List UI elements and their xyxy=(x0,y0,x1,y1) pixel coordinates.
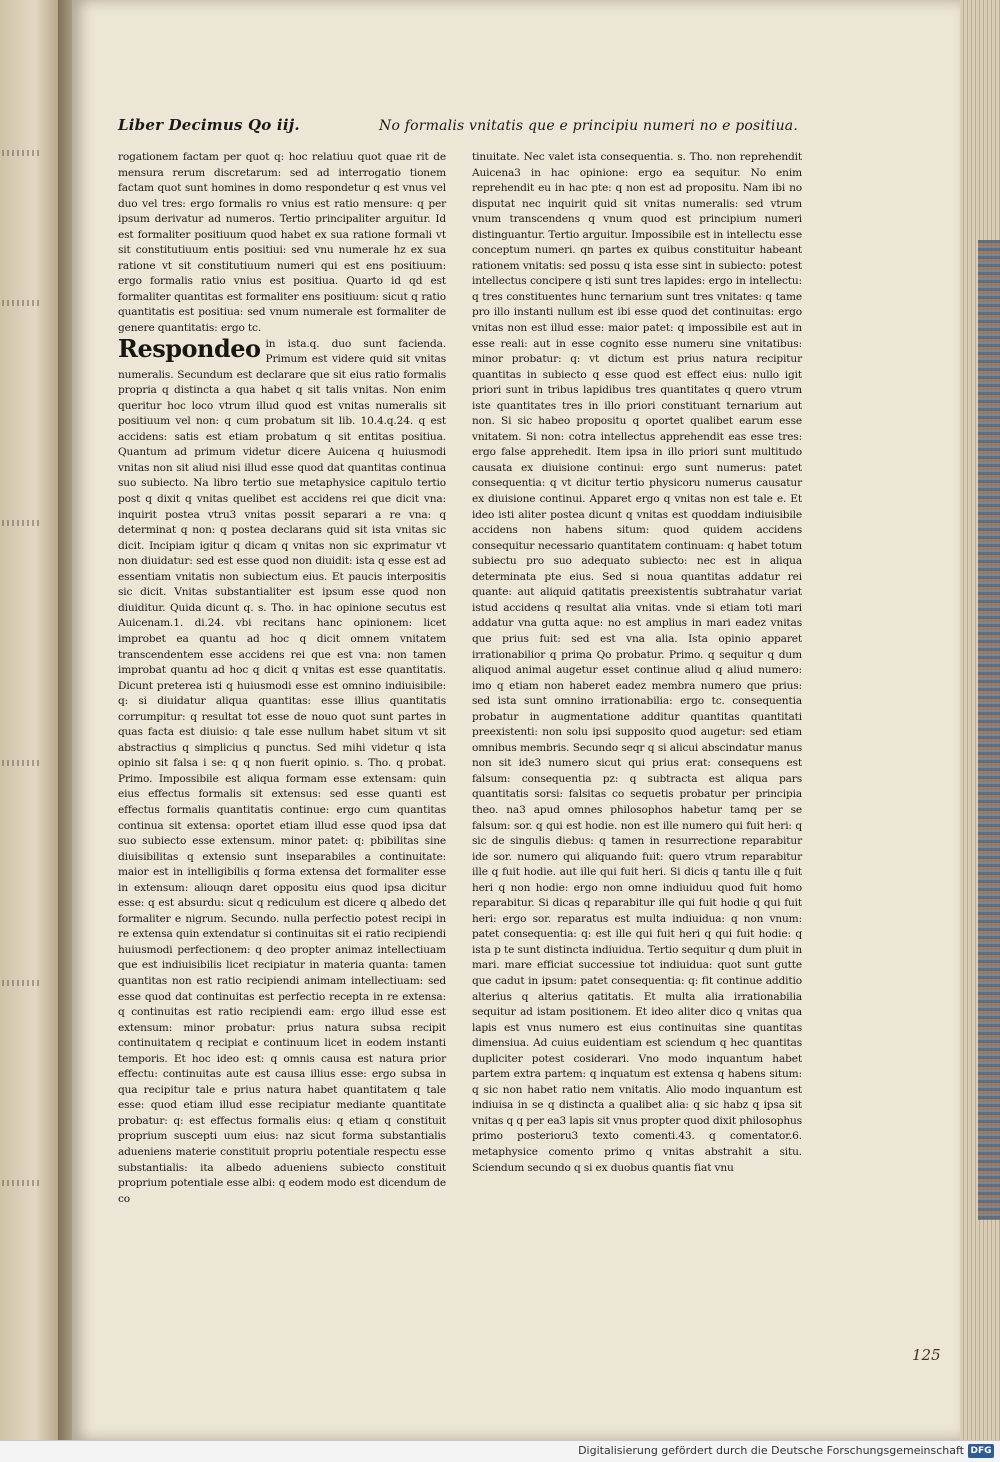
running-head xyxy=(118,116,798,142)
footer-credit: Digitalisierung gefördert durch die Deutsche Forschungsgemeinschaft xyxy=(578,1444,964,1457)
right-column-paragraph: tinuitate. Nec valet ista consequentia. s. Tho. non reprehendit Auicena3 in hac opinione: ergo ea sequitur. No enim reprehendit eu in hac pte: q non est ad propositu. Nam ibi no disputat nec inquirit quid sit vnitas numeralis: sed vtrum vnum transcendens q vnum quod est principium numeri distinguantur. Tertio arguitur. Impossibile est in intellectu esse conceptum numeri. qn partes ex quibus constituitur habeant rationem vnitatis: sed possu q ista esse sint in subiecto: potest intellectus concipere q isti sunt tres lapides: ergo in intellectu: q tres constituentes hunc ternarium sunt tres vnitates: q tame pro illo instanti nullum est ibi esse quod det continuitas: ergo vnitas non est illud esse: maior patet: q impossibile est aut in esse reali: aut in esse cognito esse numeru sine vnitatibus: minor probatur: q: vt dictum est prius natura recipitur quantitas in subiecto q esse quod est effect eius: nullo igit priori sunt in tribus lapidibus tres quantitates q quero vtrum iste quantitates tres in illo priori constituant ternarium aut non. Si sic habeo propositu q oportet qualibet earum esse vnitatem. Si non: cotra intellectus apprehendit eas esse tres: ergo false apprehedit. Item ipsa in illo priori sunt multitudo causata ex diuisione continui: ergo sunt numerus: patet consequentia: q vt dicitur tertio physicoru numerus causatur ex diuisione continui. Apparet ergo q vnitas non est tale e. Et ideo isti aliter postea dicunt q vnitas est quoddam indiuisibile accidens non habens situm: quod quidem accidens consequitur necessario quantitatem continuam: q habet totum subiectu pro suo adequato subiecto: nec est in aliqua determinata pte eius. Sed si noua quantitas addatur rei quante: aut aliquid qatitatis preexistentis subtrahatur variat istud accidens q resultat alia vnitas. vnde si etiam toti mari addatur vna gutta aque: no est amplius in mari eadez vnitas que prius fuit: sed est vna alia. Ista opinio apparet irrationabilior q prima Qo probatur. Primo. q sequitur q dum aliquod animal augetur esset continue aliud q aliud numero: imo q etiam non haberet eadez membra numero que prius: sed ista sunt omnino irrationabilia: ergo tc. consequentia probatur in augmentatione additur quantitas quantitati preexistenti: non solu ipsi supposito quod augetur: sed etiam omnibus membris. Secundo seqr q si alicui abscindatur manus non sit ide3 numero sicut qui prius erat: consequens est falsum: consequentia pz: q subtracta est aliqua pars quantitatis sorsi: falsitas co sequetis probatur per principia theo. na3 apud omnes philosophos habetur tamq per se falsum: sor. q qui est hodie. non est ille numero qui fuit heri: q sic de singulis diebus: q tamen in resurrectione reparabitur ide sor. numero qui aliquando fuit: quero vtrum reparabitur ille q fuit hodie. aut ille qui fuit heri. Si dicis q tantu ille q fuit heri q non hodie: ergo non omne indiuiduu quod fuit homo reparabitur. Si dicas q reparabitur ille qui fuit hodie q qui fuit heri: ergo sor. reparatus est multa indiuidua: q non vnum: patet consequentia: q: est ille qui fuit heri q qui fuit hodie: q ista p te sunt distincta indiuidua. Tertio sequitur q dum pluit in mari. mare efficiat successiue tot indiuidua: quot sunt gutte que cadut in ipsum: patet consequentia: q: fit continue additio alterius q alterius qatitatis. Et multa alia irrationabilia sequitur ad istam positionem. Et ideo aliter dico q vnitas qua lapis est vnus numero est eius continuitas sine quantitas dimensiua. Ad cuius euidentiam est sciendum q hec quantitas dupliciter potest cosiderari. Vno modo inquantum habet partem extra partem: q inquatum est extensa q habens situm: q sic non habet ratio nem vnitatis. Alio modo inquantum est indiuisa in se q distincta a qualibet alia: q sic habz q ipsa sit vnitas q q per ea3 lapis sit vnus propter quod dixit philosophus primo posterioru3 texto comenti.43. q comentator.6. metaphysice comento primo q vnitas abstrahit a situ. Sciendum secundo q si ex duobus quantis fiat vnu xyxy=(472,151,802,1174)
respondeo-paragraph xyxy=(118,333,446,1208)
running-head-right: No formalis vnitatis que e principiu numeri no e positiua. xyxy=(379,118,798,134)
left-column-paragraph: rogationem factam per quot q: hoc relatiuu quot quae rit de mensura rerum discretarum: sed ad interrogatio tionem factam quot sunt homines in domo respondetur q est vnus vel duo vel tres: ergo formalis ro vnius est ratio mensure: q per ipsum derivatur ad numeros. Tertio principaliter arguitur. Id est formaliter positiuum quod habet ex sua ratione formali vt sit constitutiuum entis positiui: sed vnu numerale hz ex sua ratione vt sit constitutiuum numeri qui est ens positiuum: ergo formalis ratio vnius est positiua. Quarto id qd est formaliter quantitas est formaliter ens positiuum: sicut q ratio quantitatis est positiua: sed vnum numerale est formaliter de genere quantitatis: ergo tc. xyxy=(118,151,446,335)
folio-number: 125 xyxy=(912,1346,941,1364)
book-gutter xyxy=(58,0,72,1440)
left-column xyxy=(118,150,446,1207)
right-column xyxy=(472,150,802,1176)
running-head-left: Liber Decimus Qo iij. xyxy=(118,116,300,134)
respondeo-heading: Respondeo xyxy=(118,333,261,363)
footer-bar xyxy=(0,1440,1000,1462)
respondeo-text: in ista.q. duo sunt facienda. Primum est videre quid sit vnitas numeralis. Secundum est declarare que sit eius ratio formalis propria q distincta a qua habet q sit talis vnitas. Non enim queritur hoc loco vtrum illud quod est vnitas numeralis sit positiuum vel non: q cum probatum sit lib. 10.4.q.24. q est accidens: satis est etiam probatum q sit entitas positiua. Quantum ad primum videtur dicere Auicena q huiusmodi vnitas non sit aliud nisi illud esse quod dat quantitas continua suo subiecto. Na libro tertio sue metaphysice capitulo tertio post q dixit q vnitas quelibet est accidens rei que dicit vna: inquirit postea vtru3 vnitas possit separari a re vna: q determinat q non: q postea declarans quid sit ista vnitas sic dicit. Incipiam igitur q dicam q vnitas non sic exprimatur vt non diuidatur: sed est esse quod non diuidit: ista q esse est ad essentiam vnitatis non subiectum eius. Et paucis interpositis sic dicit. Vnitas substantialiter est ipsum esse quod non diuiditur. Quida dicunt q. s. Tho. in hac opinione secutus est Auicenam.1. di.24. vbi recitans hanc opinionem: licet improbet ea quantu ad hoc q dicit omnem vnitatem transcendentem esse accidens rei que est vna: non tamen improbat quantu ad hoc q dicit q vnitas est esse quantitatis. Dicunt preterea isti q huiusmodi esse est omnino indiuisibile: q: si diuidatur aliqua quantitas: esse illius quantitatis corrumpitur: q resultat tot esse de nouo quot sunt partes in quas facta est diuisio: q tale esse nullum habet situm vt sit abstractius q simplicius q punctus. Sed mihi videtur q ista opinio sit falsa i se: q q non fuerit opinio. s. Tho. q probat. Primo. Impossibile est aliqua formam esse extensam: quin eius effectus formalis sit extensus: sed esse quanti est effectus formalis quantitatis continue: ergo cum quantitas continua sit extensa: oportet etiam illud esse quod ipsa dat suo subiecto esse extensum. minor patet: q: pbibilitas sine diuisibilitas q extensio sunt inseparabiles a continuitate: maior est in intelligibilis q forma extensa det formaliter esse in extensum: aliouqn daret oppositu eius quod ipsa dicitur esse: q est absurdu: sicut q rediculum est dicere q albedo det formaliter e nigrum. Secundo. nulla perfectio potest recipi in re extensa quin extendatur si continuitas sit ei ratio recipiendi huiusmodi perfectionem: q deo propter animaz intellectiuam que est indiuisibilis licet recipiatur in materia quanta: tamen quantitas non est ratio recipiendi animam intellectiuam: sed esse quod dat continuitas est perfectio recepta in re extensa: q continuitas est ratio recipiendi eam: ergo illud esse est extensum: minor probatur: prius natura subsa recipit continuitatem q recipiat e continuum licet in eodem instanti temporis. Et hoc ideo est: q omnis causa est natura prior effectu: continuitas aute est causa illius esse: ergo subsa in qua recipitur tale e prius natura habet quantitatem q tale esse: quod etiam illud esse recipiatur mediante quantitate probatur: q: est effectus formalis eius: q etiam q constituit proprium suscepti uum eius: naz sicut forma substantialis adueniens materie constituit propriu potentiale respectu esse substantialis: ita albedo adueniens subiecto constituit proprium potentiale esse albi: q eodem modo est dicendum de co xyxy=(118,337,446,1205)
left-page-edge xyxy=(0,0,58,1440)
dfg-logo: DFG xyxy=(968,1444,994,1458)
marbled-edge xyxy=(978,240,1000,1220)
